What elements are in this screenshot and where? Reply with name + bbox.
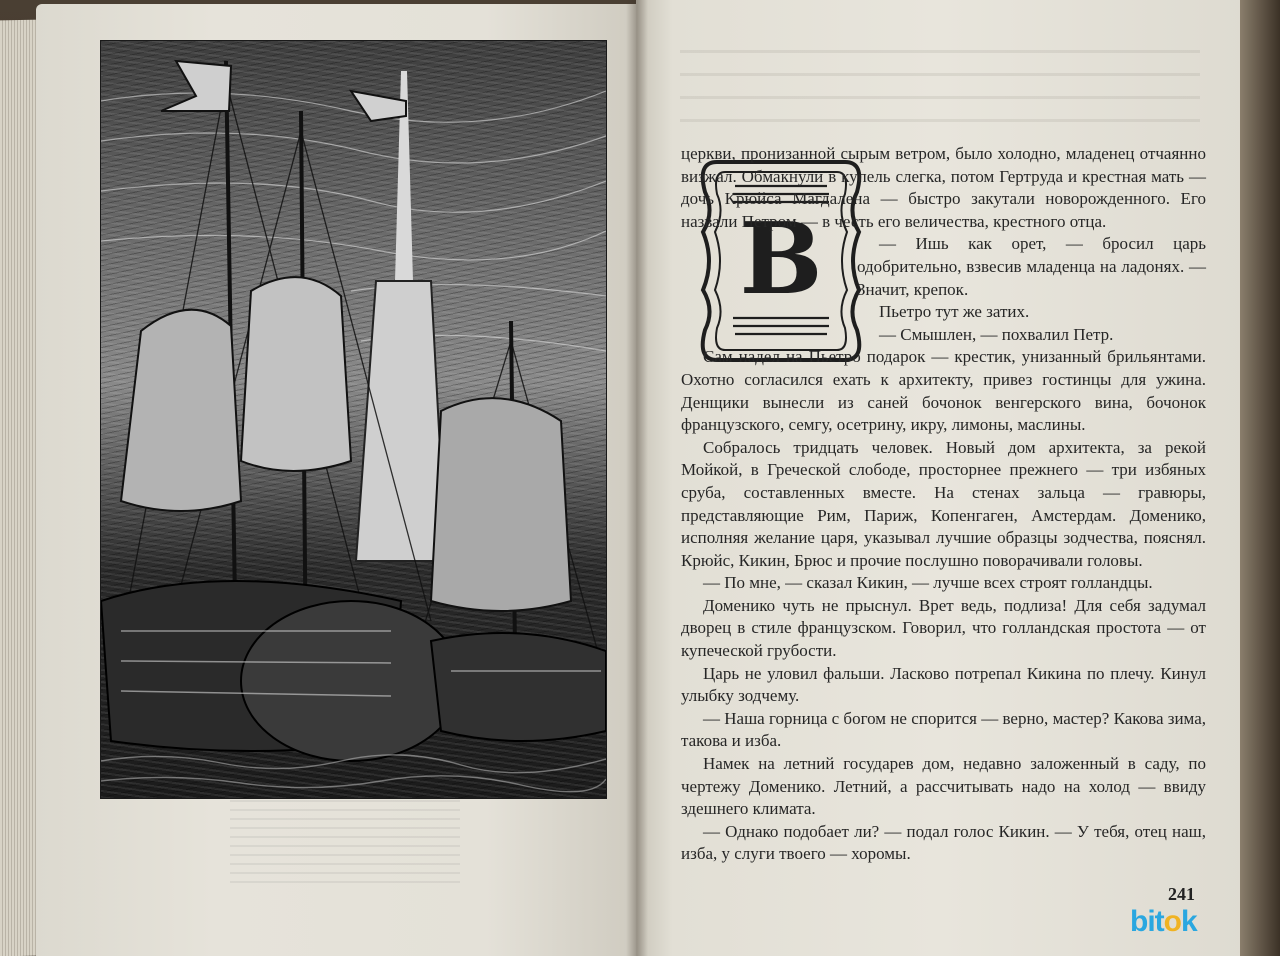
paragraph-7: — По мне, — сказал Кикин, — лучше всех строят голландцы. <box>703 573 1153 593</box>
page-stack-edge <box>0 20 40 956</box>
paragraph-1: церкви, пронизанной сырым ветром, было холодно, младенец отчаянно визжал. Обмакнули в купель слегка, потом Гертруда и крестная мать — дочь Крюйса Магдалена — быстро закутали новорожденного. Его назвали Петром — в честь его величества, крестного отца. <box>681 144 1206 231</box>
paragraph-12: — Однако подобает ли? — подал голос Кикин. — У тебя, отец наш, изба, у слуги твоего — хоромы. <box>681 821 1206 864</box>
paragraph-9: Царь не уловил фальши. Ласково потрепал Кикина по плечу. Кинул улыбку зодчему. <box>681 663 1206 706</box>
paragraph-2: — Ишь как орет, — бросил царь одобрительно, взвесив младенца на ладонях. — Значит, крепок. <box>857 234 1206 299</box>
paragraph-8: Доменико чуть не прыснул. Врет ведь, подлиза! Для себя задумал дворец в стиле французском. Говорил, что голландская простота — от купеческой грубости. <box>681 595 1206 661</box>
paragraph-3: Пьетро тут же затих. <box>879 302 1030 322</box>
book-text <box>681 143 1206 866</box>
paragraph-4: — Смышлен, — похвалил Петр. <box>879 324 1114 344</box>
dropcap-letter: В <box>739 202 823 317</box>
page-number: 241 <box>1168 884 1195 904</box>
paragraph-6: Собралось тридцать человек. Новый дом архитекта, за рекой Мойкой, в Греческой слободе, просторнее прежнего — три избяных сруба, составленных вместе. На стенах зальца — гравюры, представляющие Рим, Париж, Копенгаген, Амстердам. Доменико, исполняя желание царя, указывал лучшие образцы зодчества, пояснял. Крюйс, Кикин, Брюс и прочие послушно поворачивали головы. <box>681 437 1206 570</box>
paragraph-5: Сам надел на Пьетро подарок — крестик, унизанный брильянтами. Охотно согласился ехать к архитекту, привез гостинцы для ужина. Денщики вынесли из саней бочонок венгерского вина, бочонок французского, семгу, осетрину, икру, лимоны, маслины. <box>681 347 1206 435</box>
ship-engraving-svg <box>101 41 606 798</box>
paragraph-10: — Наша горница с богом не спорится — верно, мастер? Какова зима, такова и изба. <box>681 708 1206 751</box>
bleedthrough-text-top <box>680 50 1200 140</box>
book-gutter <box>626 0 648 956</box>
paragraph-11: Намек на летний государев дом, недавно заложенный в саду, по чертежу Доменико. Летний, а рассчитывать надо на холод — ввиду здешнего климата. <box>681 754 1206 819</box>
book-cover-edge <box>1240 0 1280 956</box>
watermark-part-3: k <box>1180 905 1197 938</box>
bleedthrough-text <box>230 800 460 890</box>
watermark-part-2: o <box>1163 905 1181 938</box>
watermark-part-1: bit <box>1130 905 1164 938</box>
ship-engraving-illustration <box>100 40 607 799</box>
watermark-logo <box>1130 905 1197 939</box>
